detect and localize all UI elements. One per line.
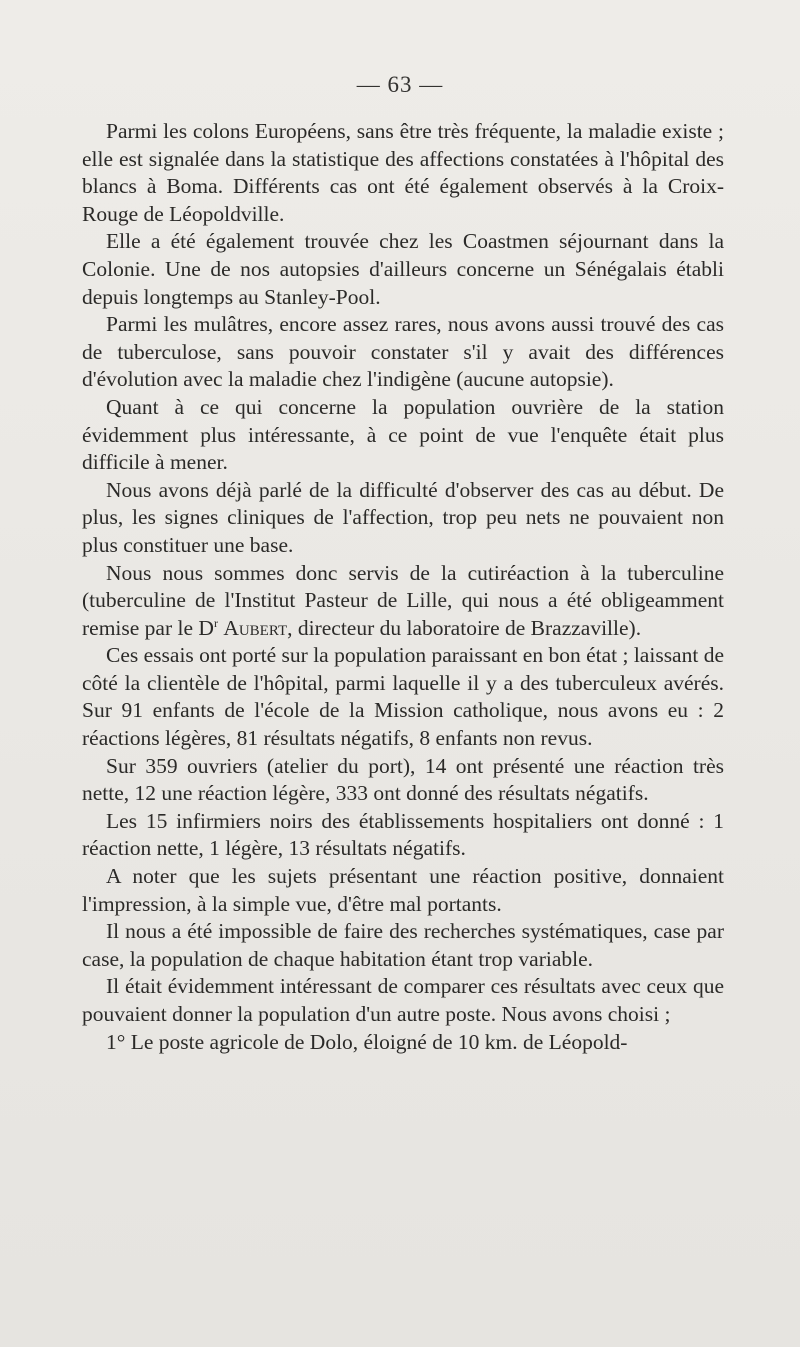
- paragraph-population-ouvriere: Quant à ce qui concerne la population ouvrière de la station évidemment plus intéressante, à ce point de vue l'enquête était plus difficile à mener.: [82, 394, 724, 475]
- paragraph-impossible: Il nous a été impossible de faire des recherches systématiques, case par case, la population de chaque habitation étant trop variable.: [82, 919, 724, 971]
- paragraph-difficulte: Nous avons déjà parlé de la difficulté d'observer des cas au début. De plus, les signes cliniques de l'affection, trop peu nets ne pouvaient non plus constituer une base.: [82, 477, 724, 557]
- paragraph-comparer: Il était évidemment intéressant de comparer ces résultats avec ceux que pouvaient donner la population d'un autre poste. Nous avons choisi ;: [82, 974, 724, 1026]
- paragraph-coastmen: Elle a été également trouvée chez les Coastmen séjournant dans la Colonie. Une de nos autopsies d'ailleurs concerne un Sénégalais établi depuis longtemps au Stanley-Pool.: [82, 229, 724, 309]
- doctor-superscript: r: [213, 615, 218, 630]
- page-number: — 63 —: [356, 72, 444, 97]
- paragraph-europeens: Parmi les colons Européens, sans être très fréquente, la maladie existe ; elle est signalée dans la statistique des affections constatées à l'hôpital des blancs à Boma. Différents cas ont été également observés à la Croix-Rouge de Léopoldville.: [82, 119, 724, 226]
- body-text: [82, 118, 724, 1056]
- paragraph-infirmiers: Les 15 infirmiers noirs des établissements hospitaliers ont donné : 1 réaction nette, 1 légère, 13 résultats négatifs.: [82, 808, 724, 861]
- cutireaction-text: Nous nous sommes donc servis de la cutiréaction à la tuberculine (tuberculine de l'Institut Pasteur de Lille, qui nous a été obligeamment remise par le D: [82, 560, 724, 640]
- doctor-name: Aubert: [223, 615, 288, 640]
- paragraph-dolo: 1° Le poste agricole de Dolo, éloigné de 10 km. de Léopold-: [106, 1029, 628, 1054]
- paragraph-a-noter: A noter que les sujets présentant une réaction positive, donnaient l'impression, à la simple vue, d'être mal portants.: [82, 864, 724, 916]
- paragraph-mulatres: Parmi les mulâtres, encore assez rares, nous avons aussi trouvé des cas de tuberculose, sans pouvoir constater s'il y avait des différences d'évolution avec la maladie chez l'indigène (aucune autopsie).: [82, 312, 724, 392]
- paragraph-ouvriers: Sur 359 ouvriers (atelier du port), 14 ont présenté une réaction très nette, 12 une réaction légère, 333 ont donné des résultats négatifs.: [82, 753, 724, 806]
- cutireaction-text-end: , directeur du laboratoire de Brazzaville).: [287, 615, 642, 640]
- paragraph-cutireaction: [82, 560, 724, 643]
- paragraph-essais: Ces essais ont porté sur la population paraissant en bon état ; laissant de côté la clientèle de l'hôpital, parmi laquelle il y a des tuberculeux avérés. Sur 91 enfants de l'école de la Mission catholique, nous avons eu : 2 réactions légères, 81 résultats négatifs, 8 enfants non revus.: [82, 643, 724, 751]
